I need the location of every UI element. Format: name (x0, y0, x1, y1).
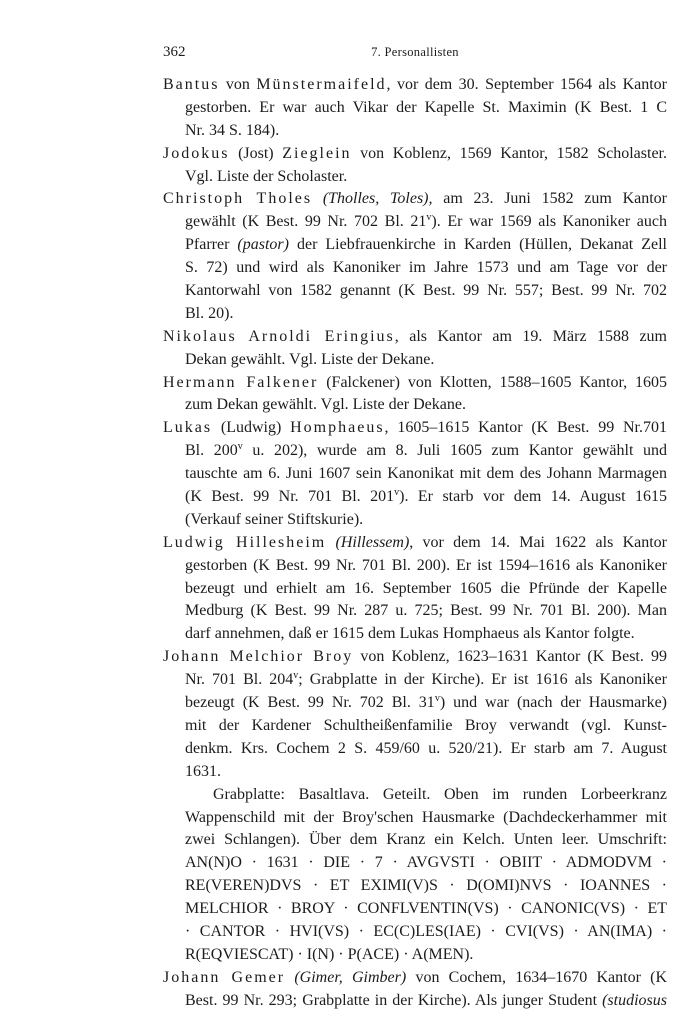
text-line (163, 463, 667, 486)
person-name: Johann Melchior Broy (163, 648, 354, 666)
text-line (163, 898, 667, 921)
text-line (163, 303, 667, 326)
text-run: darf annehmen, daß er 1615 dem Lukas Homphaeus als Kantor folgte. (185, 625, 635, 643)
list-entry (163, 143, 667, 189)
entry-paragraph (163, 532, 667, 646)
text-run: zum Dekan gewählt. Vgl. Liste der Dekane. (185, 396, 466, 414)
text-run: (K Best. 99 Nr. 701 Bl. 201 (185, 488, 395, 506)
running-head: 7. Personallisten (371, 45, 459, 59)
text-run (326, 534, 335, 551)
list-entry (163, 967, 667, 1013)
text-line (163, 394, 667, 417)
text-line (163, 372, 667, 395)
text-run: (Verkauf seiner Stiftskurie). (185, 510, 364, 528)
person-name: Homphaeus (290, 419, 385, 437)
list-entry (163, 372, 667, 418)
person-name: Nikolaus Arnoldi Eringius (163, 327, 395, 345)
list-entry (163, 74, 667, 143)
text-run (312, 190, 323, 207)
text-run: denkm. Krs. Cochem 2 S. 459/60 u. 520/21). Er starb am 7. August (185, 739, 667, 757)
text-run: von Koblenz, 1569 Kantor, 1582 Scholaster. (351, 144, 667, 162)
text-run: (Ludwig) (212, 419, 291, 437)
verso-superscript: v (426, 212, 432, 224)
text-run: Vgl. Liste der Scholaster. (185, 167, 348, 185)
verso-superscript: v (237, 441, 243, 453)
text-run: Nr. 701 Bl. 204 (185, 671, 294, 689)
text-line (163, 166, 667, 189)
text-line (163, 326, 667, 349)
list-entry (163, 532, 667, 646)
text-line (163, 944, 667, 967)
person-name: Hermann Falkener (163, 373, 319, 391)
text-run: ). Er war 1569 als Kanoniker auch (431, 213, 668, 231)
text-line (163, 829, 667, 852)
text-run: von Cochem, 1634–1670 Kantor (K (406, 968, 668, 986)
text-run: MELCHIOR · BROY · CONFLVENTIN(VS) · CANONIC(VS) · ET (185, 900, 667, 918)
text-line (163, 669, 667, 692)
list-entry (163, 646, 667, 966)
text-run: ) und war (nach der Hausmarke) (439, 694, 667, 712)
entry-paragraph (163, 326, 667, 372)
entry-paragraph (163, 967, 667, 1013)
text-line (163, 600, 667, 623)
text-line (163, 532, 667, 555)
verso-superscript: v (293, 670, 299, 682)
text-run: gewählt (K Best. 99 Nr. 702 Bl. 21 (185, 213, 427, 231)
person-name: Johann Gemer (163, 968, 286, 986)
text-run: bezeugt und erhielt am 16. September 1605 die Pfründe der Kapelle (185, 579, 667, 597)
text-run: Medburg (K Best. 99 Nr. 287 u. 725; Best. 99 Nr. 701 Bl. 200). Man (185, 602, 667, 620)
text-run: , vor dem 30. September 1564 als Kantor (386, 76, 668, 93)
text-run: u. 202), wurde am 8. Juli 1605 zum Kantor gewählt und (242, 442, 667, 460)
text-line (163, 509, 667, 532)
text-line (163, 967, 667, 990)
person-name: Zieglein (282, 144, 352, 162)
text-line (163, 715, 667, 738)
text-run: , 1605–1615 Kantor (K Best. 99 Nr.701 (384, 419, 667, 437)
text-run: am 23. Juni 1582 zum Kantor (432, 190, 668, 208)
text-run: AN(N)O · 1631 · DIE · 7 · AVGVSTI · OBIIT · ADMODVM · (185, 854, 667, 872)
text-run: Nr. 34 S. 184). (185, 121, 280, 139)
text-line (163, 120, 667, 143)
italic-text: (Tholles, Toles), (322, 190, 433, 208)
text-line (163, 646, 667, 669)
text-run: von (219, 76, 257, 93)
text-run: der Liebfrauenkirche in Karden (Hüllen, Dekanat Zell (288, 236, 668, 254)
list-entry (163, 326, 667, 372)
text-run: Grabplatte: Basaltlava. Geteilt. Oben im runden Lorbeerkranz (213, 785, 667, 803)
text-run: RE(VEREN)DVS · ET EXIMI(V)S · D(OMI)NVS · IOANNES · (185, 877, 667, 895)
page-number: 362 (163, 44, 186, 60)
text-run: bezeugt (K Best. 99 Nr. 702 Bl. 31 (185, 694, 435, 712)
text-run: R(EQVIESCAT) · I(N) · P(ACE) · A(MEN). (185, 945, 474, 963)
text-line (163, 74, 667, 97)
text-run: ). Er starb vor dem 14. August 1615 (399, 488, 667, 506)
italic-text: (studiosus (602, 991, 667, 1009)
text-run: (Falckener) von Klotten, 1588–1605 Kantor, 1605 (318, 373, 668, 391)
text-line (163, 349, 667, 372)
text-line (163, 440, 667, 463)
text-run: , vor dem 14. Mai 1622 als Kantor (409, 533, 667, 551)
text-run: , als Kantor am 19. März 1588 zum (394, 327, 667, 345)
text-line (163, 921, 667, 944)
entry-paragraph (163, 372, 667, 418)
person-name: Bantus (163, 76, 220, 93)
text-line (163, 875, 667, 898)
text-run: Bl. 200 (185, 442, 238, 460)
italic-text: (pastor) (237, 236, 289, 254)
person-name: Lukas (163, 419, 213, 437)
text-run: Dekan gewählt. Vgl. Liste der Dekane. (185, 350, 435, 368)
text-line (163, 257, 667, 280)
text-line (163, 97, 667, 120)
entry-sub-paragraph (163, 784, 667, 967)
text-run (285, 969, 294, 986)
list-entry (163, 417, 667, 531)
text-line (163, 417, 667, 440)
person-name: Jodokus (163, 144, 230, 162)
text-run: S. 72) und wird als Kanoniker im Jahre 1573 und am Tage vor der (185, 259, 667, 277)
verso-superscript: v (434, 693, 440, 705)
italic-text: (Hillessem) (335, 533, 410, 551)
text-line (163, 578, 667, 601)
text-run: von Koblenz, 1623–1631 Kantor (K Best. 99 (353, 648, 667, 666)
text-run: gestorben. Er war auch Vikar der Kapelle St. Maximin (K Best. 1 C (185, 98, 667, 116)
entry-paragraph (163, 143, 667, 189)
text-run: (Jost) (229, 144, 283, 162)
text-line (163, 784, 667, 807)
text-run: Best. 99 Nr. 293; Grabplatte in der Kirche). Als junger Student (185, 991, 603, 1009)
text-run: ; Grabplatte in der Kirche). Er ist 1616 als Kanoniker (298, 671, 667, 689)
text-line (163, 692, 667, 715)
text-run: Wappenschild mit der Broy'schen Hausmarke (Dachdeckerhammer mit (185, 808, 667, 826)
text-line (163, 852, 667, 875)
verso-superscript: v (394, 487, 400, 499)
italic-text: (Gimer, Gimber) (294, 968, 407, 986)
text-run: Kantorwahl von 1582 genannt (K Best. 99 Nr. 557; Best. 99 Nr. 702 (185, 282, 667, 300)
text-run: mit der Kardener Schultheißenfamilie Broy verwandt (vgl. Kunst- (185, 716, 667, 734)
text-line (163, 761, 667, 784)
list-entry (163, 188, 667, 325)
text-run: zwei Schlangen). Über dem Kranz ein Kelch. Unten leer. Umschrift: (185, 831, 667, 849)
text-line (163, 486, 667, 509)
entry-paragraph (163, 646, 667, 783)
text-line (163, 280, 667, 303)
text-run: Pfarrer (185, 236, 238, 254)
text-run: gestorben (K Best. 99 Nr. 701 Bl. 200). Er ist 1594–1616 als Kanoniker (185, 556, 667, 574)
text-line (163, 990, 667, 1013)
text-run: Bl. 20). (185, 304, 234, 322)
entry-paragraph (163, 74, 667, 143)
text-line (163, 623, 667, 646)
text-line (163, 555, 667, 578)
text-line (163, 211, 667, 234)
text-run: · CANTOR · HVI(VS) · EC(C)LES(IAE) · CVI(VS) · AN(IMA) · (185, 922, 667, 940)
text-line (163, 738, 667, 761)
person-name: Münstermaifeld (256, 76, 387, 93)
person-name: Christoph Tholes (163, 190, 313, 208)
person-name: Ludwig Hillesheim (163, 533, 327, 551)
entry-paragraph (163, 188, 667, 325)
text-line (163, 807, 667, 830)
text-line (163, 234, 667, 257)
entry-paragraph (163, 417, 667, 531)
text-line (163, 188, 667, 211)
page-body (163, 74, 667, 1013)
text-run: tauschte am 6. Juni 1607 sein Kanonikat mit dem des Johann Marmagen (185, 465, 667, 483)
text-run: 1631. (185, 762, 221, 780)
text-line (163, 143, 667, 166)
